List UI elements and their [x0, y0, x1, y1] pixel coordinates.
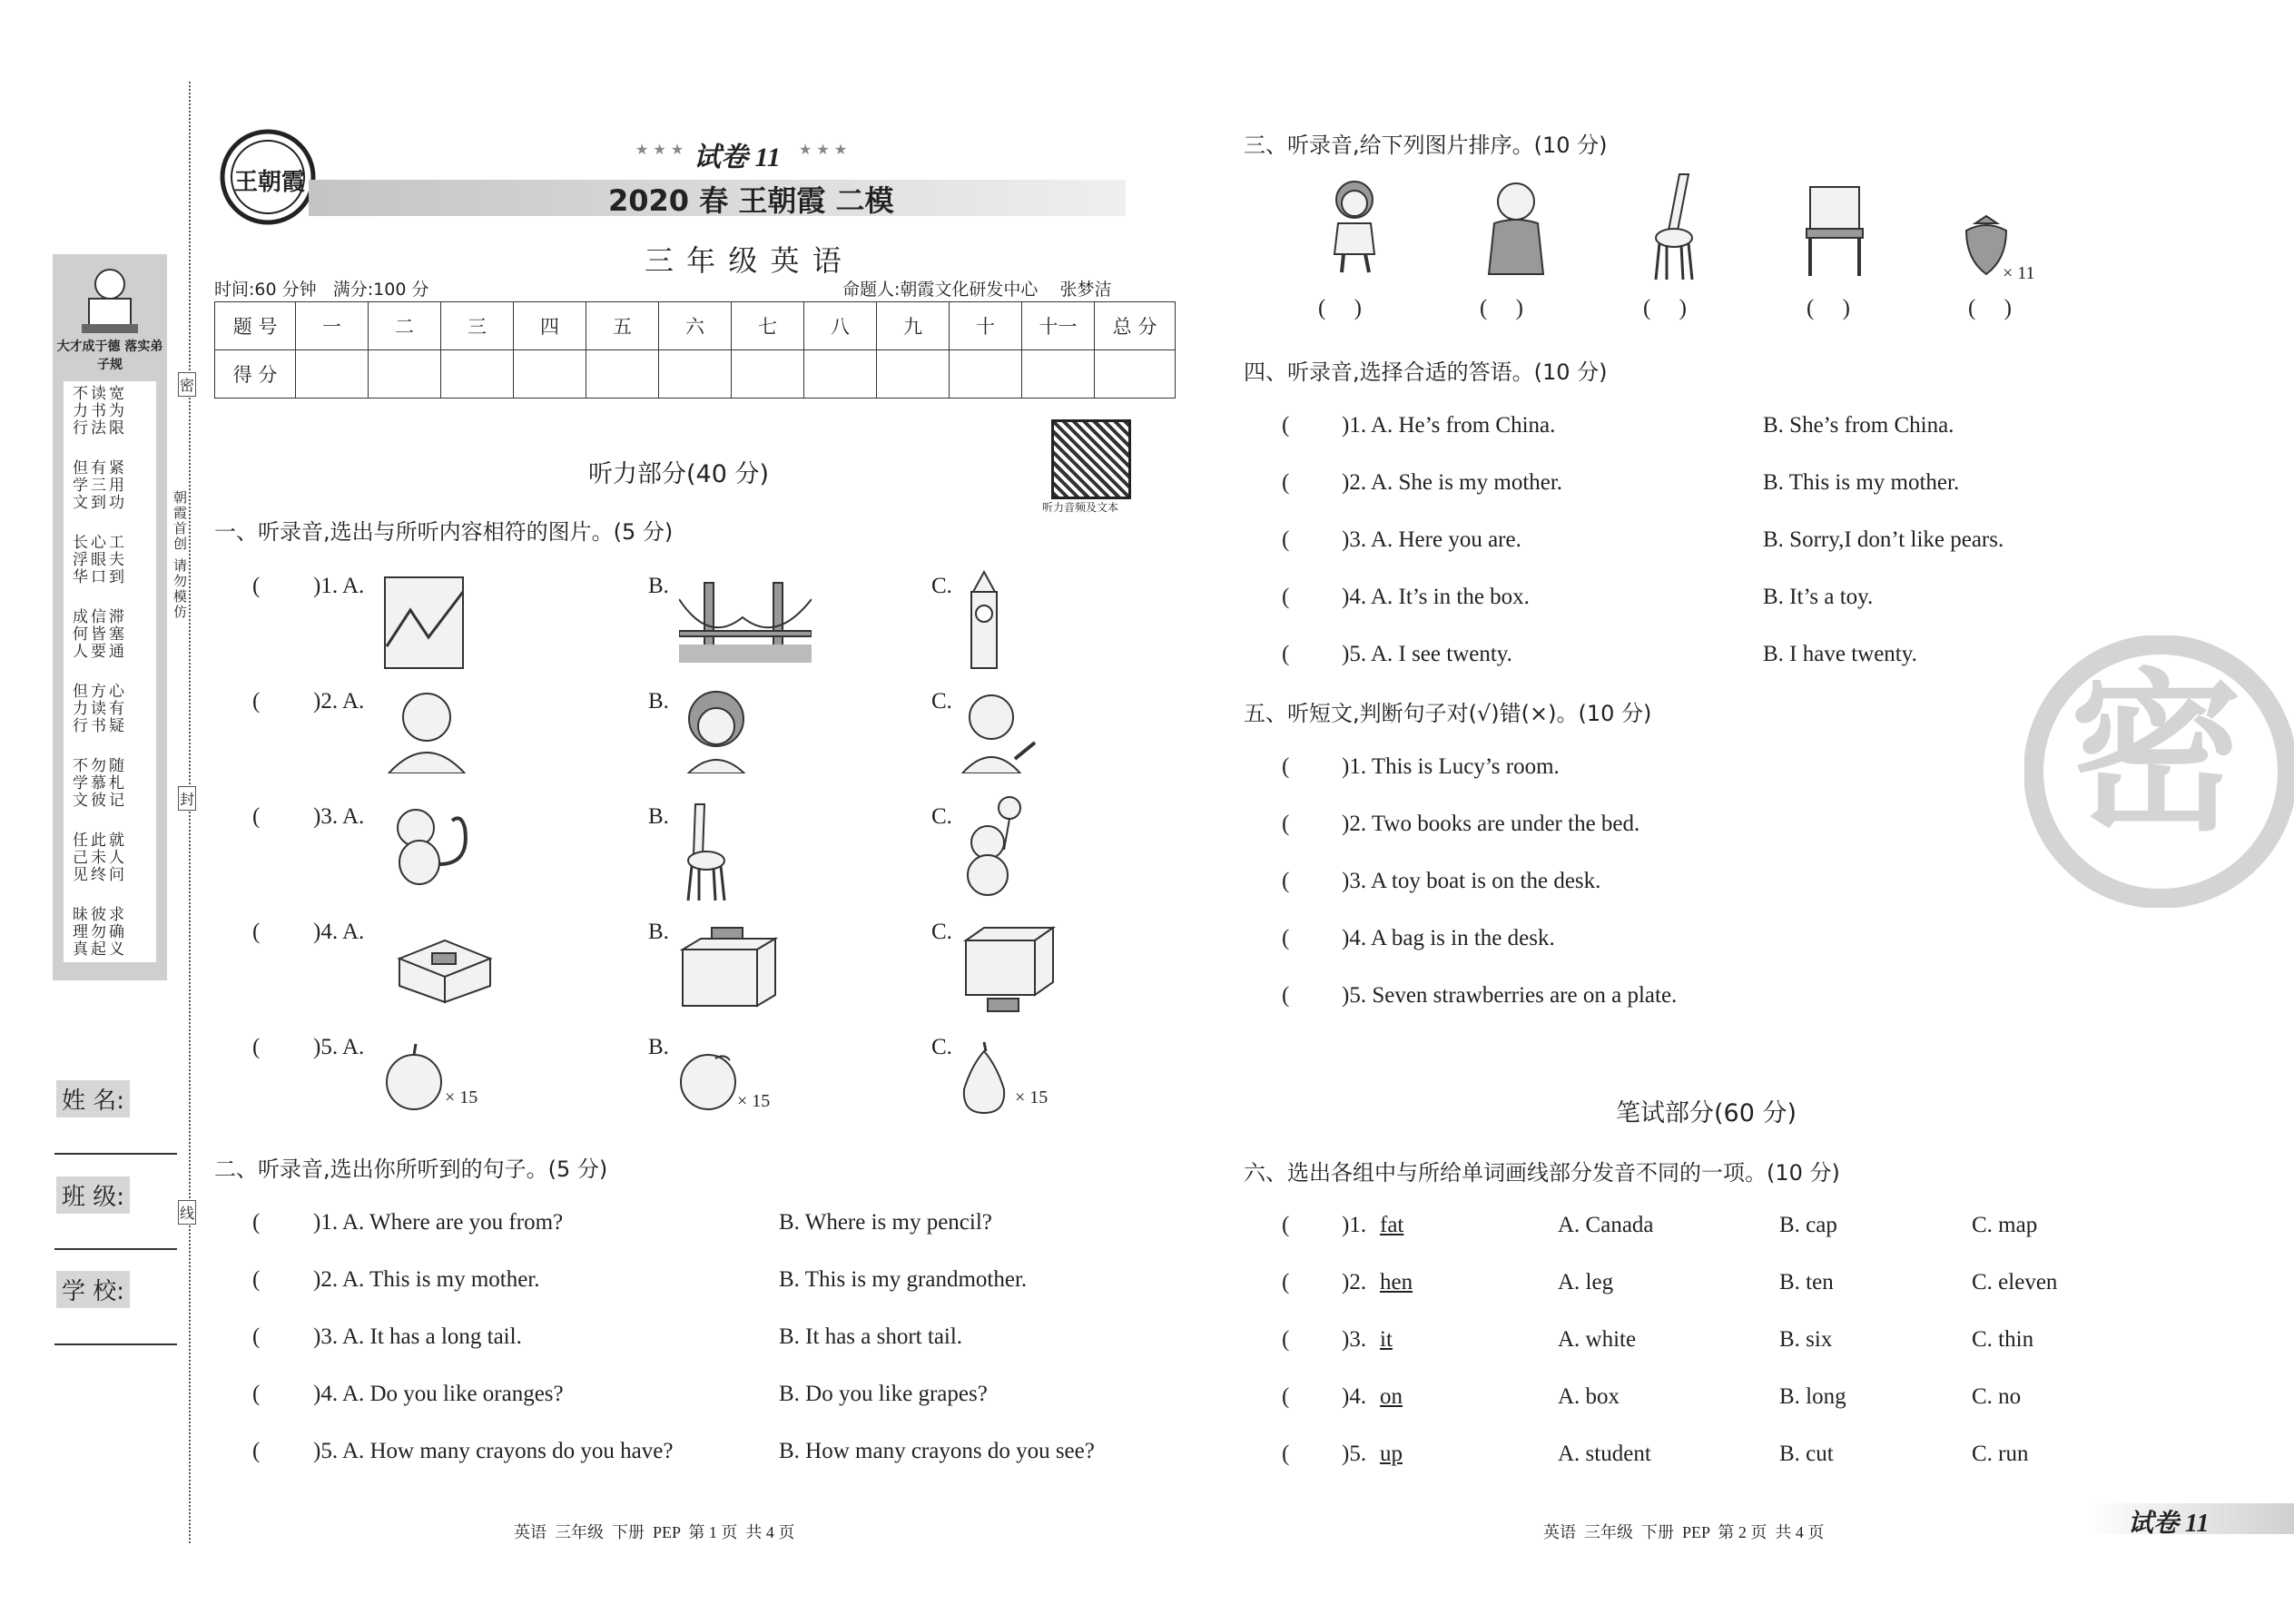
score-header-total: 总 分: [1095, 302, 1176, 350]
score-table: [214, 301, 1176, 399]
s5-statement: )4. A bag is in the desk.: [1342, 926, 1555, 950]
cut-mark-1: 密: [178, 372, 196, 397]
s2-option-b: B. This is my grandmother.: [779, 1267, 1028, 1292]
s6-option-b: B. long: [1779, 1384, 1846, 1409]
answer-paren[interactable]: (: [1282, 812, 1290, 836]
score-cell[interactable]: [732, 350, 804, 399]
s6-option-b: B. six: [1779, 1327, 1833, 1352]
couplet-list: [69, 385, 154, 971]
answer-paren[interactable]: (: [1282, 642, 1290, 666]
car-under-box-image[interactable]: [962, 922, 1057, 1018]
stars-right: ★ ★ ★: [799, 141, 848, 158]
s6-option-b: B. cut: [1779, 1442, 1834, 1466]
answer-paren[interactable]: (: [252, 1210, 261, 1235]
answer-paren[interactable]: (: [252, 574, 261, 598]
s6-option-b: B. ten: [1779, 1270, 1834, 1294]
class-line[interactable]: [54, 1248, 177, 1250]
time-info: 时间:60 分钟 满分:100 分: [214, 280, 429, 300]
section6-title: 六、选出各组中与所给单词画线部分发音不同的一项。(10 分): [1244, 1160, 1840, 1186]
count-label: × 15: [445, 1088, 478, 1107]
item-number: )3. A.: [313, 804, 365, 829]
s2-option-b: B. Do you like grapes?: [779, 1382, 988, 1406]
s2-option-a: )4. A. Do you like oranges?: [313, 1382, 564, 1406]
count-label: × 15: [737, 1091, 771, 1111]
score-header-cell: 八: [804, 302, 877, 350]
exam-title: 2020 春 王朝霞 二模: [608, 183, 894, 218]
name-label: 姓 名:: [56, 1080, 130, 1117]
couplet-5: 随札记 勿慕彼 不学文: [69, 757, 123, 809]
section5-title: 五、听短文,判断句子对(√)错(×)。(10 分): [1244, 701, 1652, 726]
couplet-2: 工夫到 心眼口 长浮华: [69, 534, 123, 586]
s6-number: )1.: [1342, 1213, 1367, 1237]
name-line[interactable]: [54, 1153, 177, 1155]
order-blank[interactable]: ( ): [1480, 296, 1523, 320]
car-on-box-image[interactable]: [679, 922, 779, 1014]
orange-image[interactable]: [679, 1051, 737, 1116]
score-header-cell: 三: [441, 302, 514, 350]
s6-option-b: B. cap: [1779, 1213, 1837, 1237]
score-header-cell: 十: [950, 302, 1022, 350]
section2-title: 二、听录音,选出你所听到的句子。(5 分): [214, 1156, 608, 1182]
option-b: B.: [648, 689, 669, 714]
answer-paren[interactable]: (: [252, 1324, 261, 1349]
answer-paren[interactable]: (: [1282, 1384, 1290, 1409]
s6-number: )5.: [1342, 1442, 1367, 1466]
answer-paren[interactable]: (: [1282, 527, 1290, 552]
great-wall-image[interactable]: [383, 574, 465, 676]
s6-option-a: A. box: [1558, 1384, 1620, 1409]
score-header-cell: 一: [296, 302, 369, 350]
s6-option-a: A. Canada: [1558, 1213, 1654, 1237]
answer-paren[interactable]: (: [252, 804, 261, 829]
pear-image[interactable]: [957, 1038, 1011, 1119]
score-header-cell: 四: [514, 302, 586, 350]
couplet-6: 就人问 此未终 任己见: [69, 832, 123, 883]
answer-paren[interactable]: (: [1282, 926, 1290, 950]
s5-statement: )5. Seven strawberries are on a plate.: [1342, 983, 1678, 1008]
footer-badge: 试卷 11: [2128, 1510, 2210, 1538]
big-ben-image[interactable]: [964, 570, 1004, 674]
class-label: 班 级:: [56, 1176, 130, 1214]
answer-paren[interactable]: (: [252, 1382, 261, 1406]
s2-option-b: B. How many crayons do you see?: [779, 1439, 1095, 1463]
s4-option-a: )1. A. He’s from China.: [1342, 413, 1556, 438]
qr-caption: 听力音频及文本: [1042, 501, 1119, 514]
qr-code[interactable]: [1051, 419, 1131, 499]
score-cell[interactable]: [369, 350, 441, 399]
s6-number: )2.: [1342, 1270, 1367, 1294]
score-cell[interactable]: [586, 350, 659, 399]
s6-option-c: C. eleven: [1972, 1270, 2058, 1294]
paper-number: 试卷 11: [694, 143, 781, 172]
score-cell[interactable]: [804, 350, 877, 399]
s6-option-c: C. map: [1972, 1213, 2038, 1237]
s6-given-word: fat: [1380, 1213, 1404, 1237]
monkey-image[interactable]: [383, 801, 474, 896]
score-header-cell: 十一: [1022, 302, 1095, 350]
s4-option-b: B. This is my mother.: [1763, 470, 1960, 495]
grandfather-image[interactable]: [383, 686, 470, 778]
item-number: )4. A.: [313, 920, 365, 944]
score-cell[interactable]: [514, 350, 586, 399]
answer-paren[interactable]: (: [1282, 869, 1290, 893]
bear-balloon-image[interactable]: [959, 795, 1031, 901]
s5-statement: )1. This is Lucy’s room.: [1342, 754, 1560, 779]
count-label: × 11: [2003, 263, 2035, 283]
girl-image[interactable]: [1318, 178, 1391, 279]
score-header-cell: 七: [732, 302, 804, 350]
giraffe-image[interactable]: [679, 801, 733, 907]
writing-title: 笔试部分(60 分): [1616, 1099, 1797, 1127]
score-header-cell: 五: [586, 302, 659, 350]
couplet-4: 心有疑 方读书 但力行: [69, 683, 123, 734]
section1-title: 一、听录音,选出与所听内容相符的图片。(5 分): [214, 519, 674, 545]
author-info: 命题人:朝霞文化研发中心 张梦洁: [842, 280, 1112, 300]
answer-paren[interactable]: (: [252, 920, 261, 944]
s6-option-c: C. run: [1972, 1442, 2029, 1466]
answer-paren[interactable]: (: [1282, 585, 1290, 609]
item-number: )1. A.: [313, 574, 365, 598]
open-box-car-image[interactable]: [381, 922, 503, 1009]
s6-given-word: up: [1380, 1442, 1403, 1466]
listening-title: 听力部分(40 分): [588, 460, 770, 488]
option-b: B.: [648, 574, 669, 598]
s2-option-a: )2. A. This is my mother.: [313, 1267, 540, 1292]
chair-image[interactable]: [1803, 185, 1866, 284]
answer-paren[interactable]: (: [1282, 413, 1290, 438]
answer-paren[interactable]: (: [252, 689, 261, 714]
school-label: 学 校:: [56, 1271, 130, 1308]
s2-option-a: )3. A. It has a long tail.: [313, 1324, 522, 1349]
cut-note: 朝霞首创 请勿模仿: [172, 490, 188, 620]
item-number: )2. A.: [313, 689, 365, 714]
option-c: C.: [931, 574, 952, 598]
option-b: B.: [648, 1035, 669, 1059]
option-c: C.: [931, 804, 952, 829]
stars-left: ★ ★ ★: [635, 141, 684, 158]
item-number: )5. A.: [313, 1035, 365, 1059]
answer-paren[interactable]: (: [1282, 983, 1290, 1008]
option-c: C.: [931, 689, 952, 714]
answer-paren[interactable]: (: [1282, 1442, 1290, 1466]
score-cell[interactable]: [441, 350, 514, 399]
s4-option-b: B. She’s from China.: [1763, 413, 1954, 438]
giraffe-image[interactable]: [1647, 171, 1701, 288]
bridge-image[interactable]: [679, 581, 812, 667]
cut-mark-3: 线: [178, 1200, 196, 1225]
footer-left: 英语 三年级 下册 PEP 第 1 页 共 4 页: [514, 1523, 795, 1541]
score-total-cell[interactable]: [1095, 350, 1176, 399]
answer-paren[interactable]: (: [252, 1035, 261, 1059]
answer-paren[interactable]: (: [1282, 1213, 1290, 1237]
s4-option-b: B. It’s a toy.: [1763, 585, 1874, 609]
score-cell[interactable]: [659, 350, 732, 399]
s6-option-a: A. white: [1558, 1327, 1637, 1352]
s6-option-a: A. leg: [1558, 1270, 1614, 1294]
s6-given-word: it: [1380, 1327, 1393, 1352]
option-c: C.: [931, 1035, 952, 1059]
score-header-cell: 二: [369, 302, 441, 350]
score-header-cell: 六: [659, 302, 732, 350]
couplet-7: 求确义 彼勿起 昧理真: [69, 906, 123, 958]
s2-option-b: B. It has a short tail.: [779, 1324, 963, 1349]
s6-number: )4.: [1342, 1384, 1367, 1409]
grandma-image[interactable]: [1480, 180, 1552, 281]
score-cell[interactable]: [950, 350, 1022, 399]
section3-title: 三、听录音,给下列图片排序。(10 分): [1244, 133, 1608, 158]
answer-paren[interactable]: (: [1282, 1270, 1290, 1294]
s4-option-a: )4. A. It’s in the box.: [1342, 585, 1530, 609]
order-blank[interactable]: ( ): [1318, 296, 1362, 320]
answer-paren[interactable]: (: [252, 1439, 261, 1463]
apple-image[interactable]: [385, 1042, 443, 1116]
s6-option-c: C. no: [1972, 1384, 2022, 1409]
couplet-1: 紧用功 有三到 但学文: [69, 459, 123, 511]
school-line[interactable]: [54, 1343, 177, 1345]
s5-statement: )2. Two books are under the bed.: [1342, 812, 1640, 836]
couplet-3: 滞塞通 信皆要 成何人: [69, 608, 123, 660]
score-cell[interactable]: [1022, 350, 1095, 399]
score-header-row: [215, 302, 1176, 350]
cut-line: [189, 82, 191, 1543]
score-value-row: [215, 350, 1176, 399]
s2-option-a: )1. A. Where are you from?: [313, 1210, 564, 1235]
s6-option-c: C. thin: [1972, 1327, 2034, 1352]
s4-option-a: )2. A. She is my mother.: [1342, 470, 1563, 495]
option-b: B.: [648, 804, 669, 829]
answer-paren[interactable]: (: [252, 1267, 261, 1292]
score-cell[interactable]: [877, 350, 950, 399]
score-row-label: 得 分: [215, 350, 296, 399]
grandmother-image[interactable]: [683, 686, 750, 778]
s6-option-a: A. student: [1558, 1442, 1651, 1466]
secret-seal-char: 密: [2070, 654, 2243, 854]
answer-paren[interactable]: (: [1282, 470, 1290, 495]
motto: 大才成于德 落实弟子规: [56, 340, 163, 372]
order-blank[interactable]: ( ): [1968, 296, 2012, 320]
section4-title: 四、听录音,选择合适的答语。(10 分): [1244, 359, 1608, 385]
s6-number: )3.: [1342, 1327, 1367, 1352]
s4-option-b: B. Sorry,I don’t like pears.: [1763, 527, 2004, 552]
logo-text: 王朝霞: [234, 169, 306, 195]
subject-title: 三 年 级 英 语: [645, 243, 843, 278]
s6-given-word: hen: [1380, 1270, 1413, 1294]
father-image[interactable]: [960, 686, 1039, 778]
order-blank[interactable]: ( ): [1643, 296, 1687, 320]
couplet-0: 宽为限 读书法 不力行: [69, 385, 123, 437]
score-cell[interactable]: [296, 350, 369, 399]
s4-option-b: B. I have twenty.: [1763, 642, 1917, 666]
answer-paren[interactable]: (: [1282, 754, 1290, 779]
count-label: × 15: [1015, 1088, 1049, 1107]
s2-option-a: )5. A. How many crayons do you have?: [313, 1439, 674, 1463]
option-b: B.: [648, 920, 669, 944]
footer-right: 英语 三年级 下册 PEP 第 2 页 共 4 页: [1543, 1523, 1825, 1541]
cut-mark-2: 封: [178, 786, 196, 811]
mascot-image: [62, 259, 158, 340]
score-header-label: 题 号: [215, 302, 296, 350]
score-header-cell: 九: [877, 302, 950, 350]
s2-option-b: B. Where is my pencil?: [779, 1210, 992, 1235]
s6-given-word: on: [1380, 1384, 1403, 1409]
option-c: C.: [931, 920, 952, 944]
s4-option-a: )5. A. I see twenty.: [1342, 642, 1512, 666]
s5-statement: )3. A toy boat is on the desk.: [1342, 869, 1601, 893]
answer-paren[interactable]: (: [1282, 1327, 1290, 1352]
order-blank[interactable]: ( ): [1807, 296, 1850, 320]
s4-option-a: )3. A. Here you are.: [1342, 527, 1521, 552]
